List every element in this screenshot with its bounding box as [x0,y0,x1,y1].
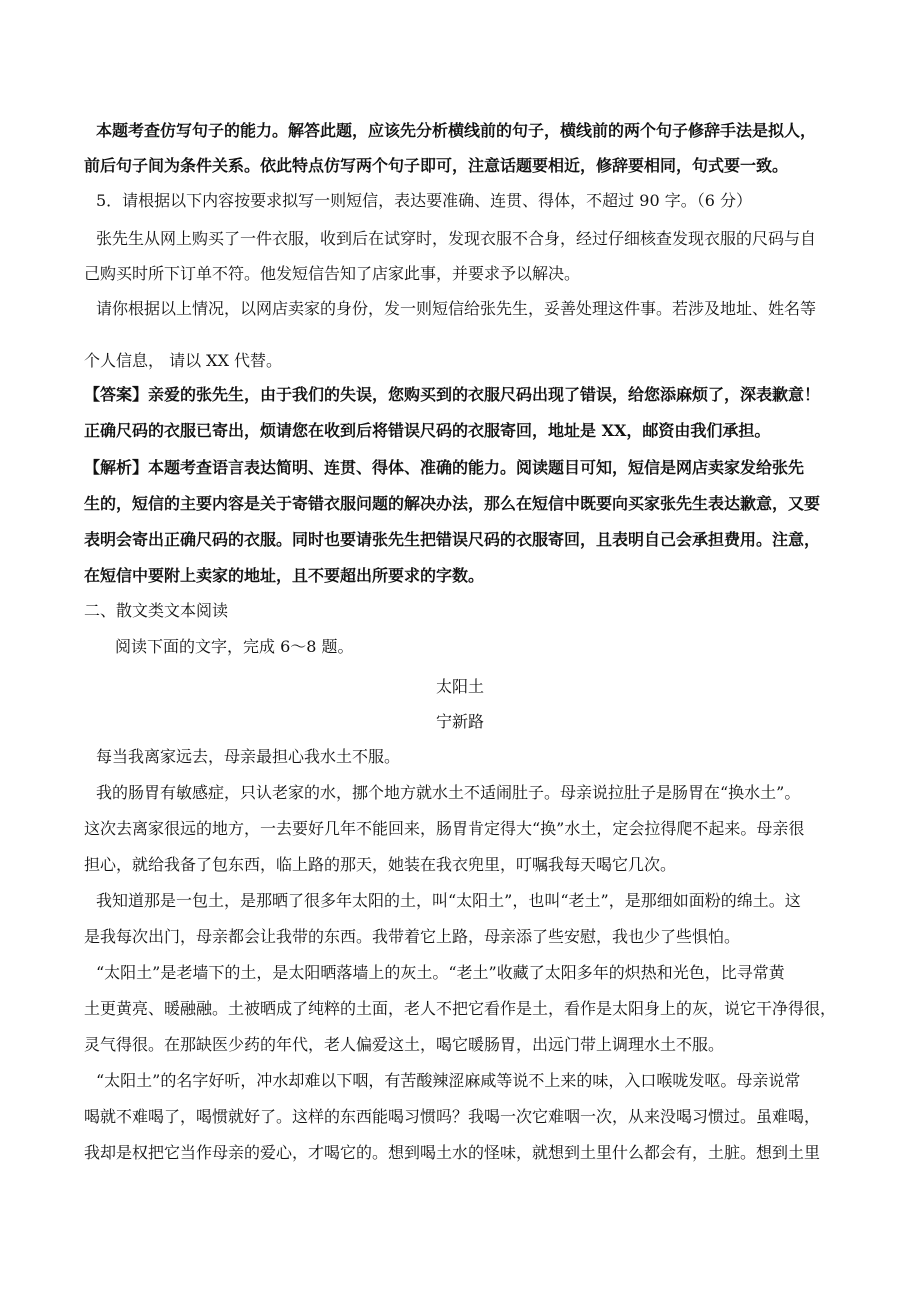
analysis-line-2: 生的，短信的主要内容是关于寄错衣服问题的解决办法，那么在短信中既要向买家张先生表达歉意，又要 [84,494,821,513]
analysis-line-1: 【解析】本题考查语言表达简明、连贯、得体、准确的能力。阅读题目可知，短信是网店卖家发给张先 [84,458,805,477]
essay-paragraph-5-line-1: “太阳土”的名字好听，冲水却难以下咽，有苦酸辣涩麻咸等说不上来的味，入口喉咙发呕。母亲说常 [96,1071,801,1090]
question-5-material-1: 张先生从网上购买了一件衣服，收到后在试穿时，发现衣服不合身，经过仔细核查发现衣服的尺码与自 [96,229,817,248]
section-heading: 二、散文类文本阅读 [84,601,229,620]
question-5-material-2: 己购买时所下订单不符。他发短信告知了店家此事，并要求予以解决。 [84,264,581,283]
reading-instruction: 阅读下面的文字，完成 6～8 题。 [115,637,354,656]
essay-paragraph-3-line-1: 我知道那是一包土，是那晒了很多年太阳的土，叫“太阳土”，也叫“老土”，是那细如面粉的绵土。这 [96,891,801,910]
essay-paragraph-5-line-2: 喝就不难喝了，喝惯就好了。这样的东西能喝习惯吗？我喝一次它难咽一次，从来没喝习惯过。虽难喝， [84,1107,821,1126]
essay-paragraph-5-line-3: 我却是权把它当作母亲的爱心，才喝它的。想到喝土水的怪味，就想到土里什么都会有，土脏。想到土里 [84,1143,821,1162]
essay-paragraph-4-line-2: 土更黄亮、暖融融。土被晒成了纯粹的土面，老人不把它看作是土，看作是太阳身上的灰，说它干净得很， [84,999,837,1018]
essay-paragraph-2-line-1: 我的肠胃有敏感症，只认老家的水，挪个地方就水土不适闹肚子。母亲说拉肚子是肠胃在“换水土”。 [96,783,801,802]
analysis-line-4: 在短信中要附上卖家的地址，且不要超出所要求的字数。 [84,566,485,585]
question-5-instruction-1: 请你根据以上情况，以网店卖家的身份，发一则短信给张先生，妥善处理这件事。若涉及地址、姓名等 [96,299,817,318]
explanation-line-1: 本题考查仿写句子的能力。解答此题，应该先分析横线前的句子，横线前的两个句子修辞手法是拟人， [96,121,817,140]
essay-paragraph-3-line-2: 是我每次出门，母亲都会让我带的东西。我带着它上路，母亲添了些安慰，我也少了些惧怕。 [84,927,741,946]
essay-title: 太阳土 [435,677,484,696]
essay-paragraph-2-line-3: 担心，就给我备了包东西，临上路的那天，她装在我衣兜里，叮嘱我每天喝它几次。 [84,855,677,874]
explanation-line-2: 前后句子间为条件关系。依此特点仿写两个句子即可，注意话题要相近，修辞要相同，句式要一致。 [84,156,789,175]
question-5-instruction-2: 个人信息， 请以 XX 代替。 [84,351,283,370]
essay-author: 宁新路 [435,712,484,731]
essay-paragraph-1: 每当我离家远去，母亲最担心我水土不服。 [96,747,401,766]
analysis-line-3: 表明会寄出正确尺码的衣服。同时也要请张先生把错误尺码的衣服寄回，且表明自己会承担费用。注意， [84,530,821,549]
essay-paragraph-2-line-2: 这次去离家很远的地方，一去要好几年不能回来，肠胃肯定得大“换”水土，定会拉得爬不起来。母亲很 [84,819,805,838]
answer-line-2: 正确尺码的衣服已寄出，烦请您在收到后将错误尺码的衣服寄回，地址是 XX，邮资由我们承担。 [84,421,771,440]
question-5-title: 5．请根据以下内容按要求拟写一则短信，表达要准确、连贯、得体，不超过 90 字。（6 分） [96,191,752,210]
answer-line-1: 【答案】亲爱的张先生，由于我们的失误，您购买到的衣服尺码出现了错误，给您添麻烦了，深表歉意！ [84,385,821,404]
essay-paragraph-4-line-3: 灵气得很。在那缺医少药的年代，老人偏爱这土，喝它暖肠胃，出远门带上调理水土不服。 [84,1035,725,1054]
essay-paragraph-4-line-1: “太阳土”是老墙下的土，是太阳晒落墙上的灰土。“老土”收藏了太阳多年的炽热和光色，比寻常黄 [96,963,785,982]
